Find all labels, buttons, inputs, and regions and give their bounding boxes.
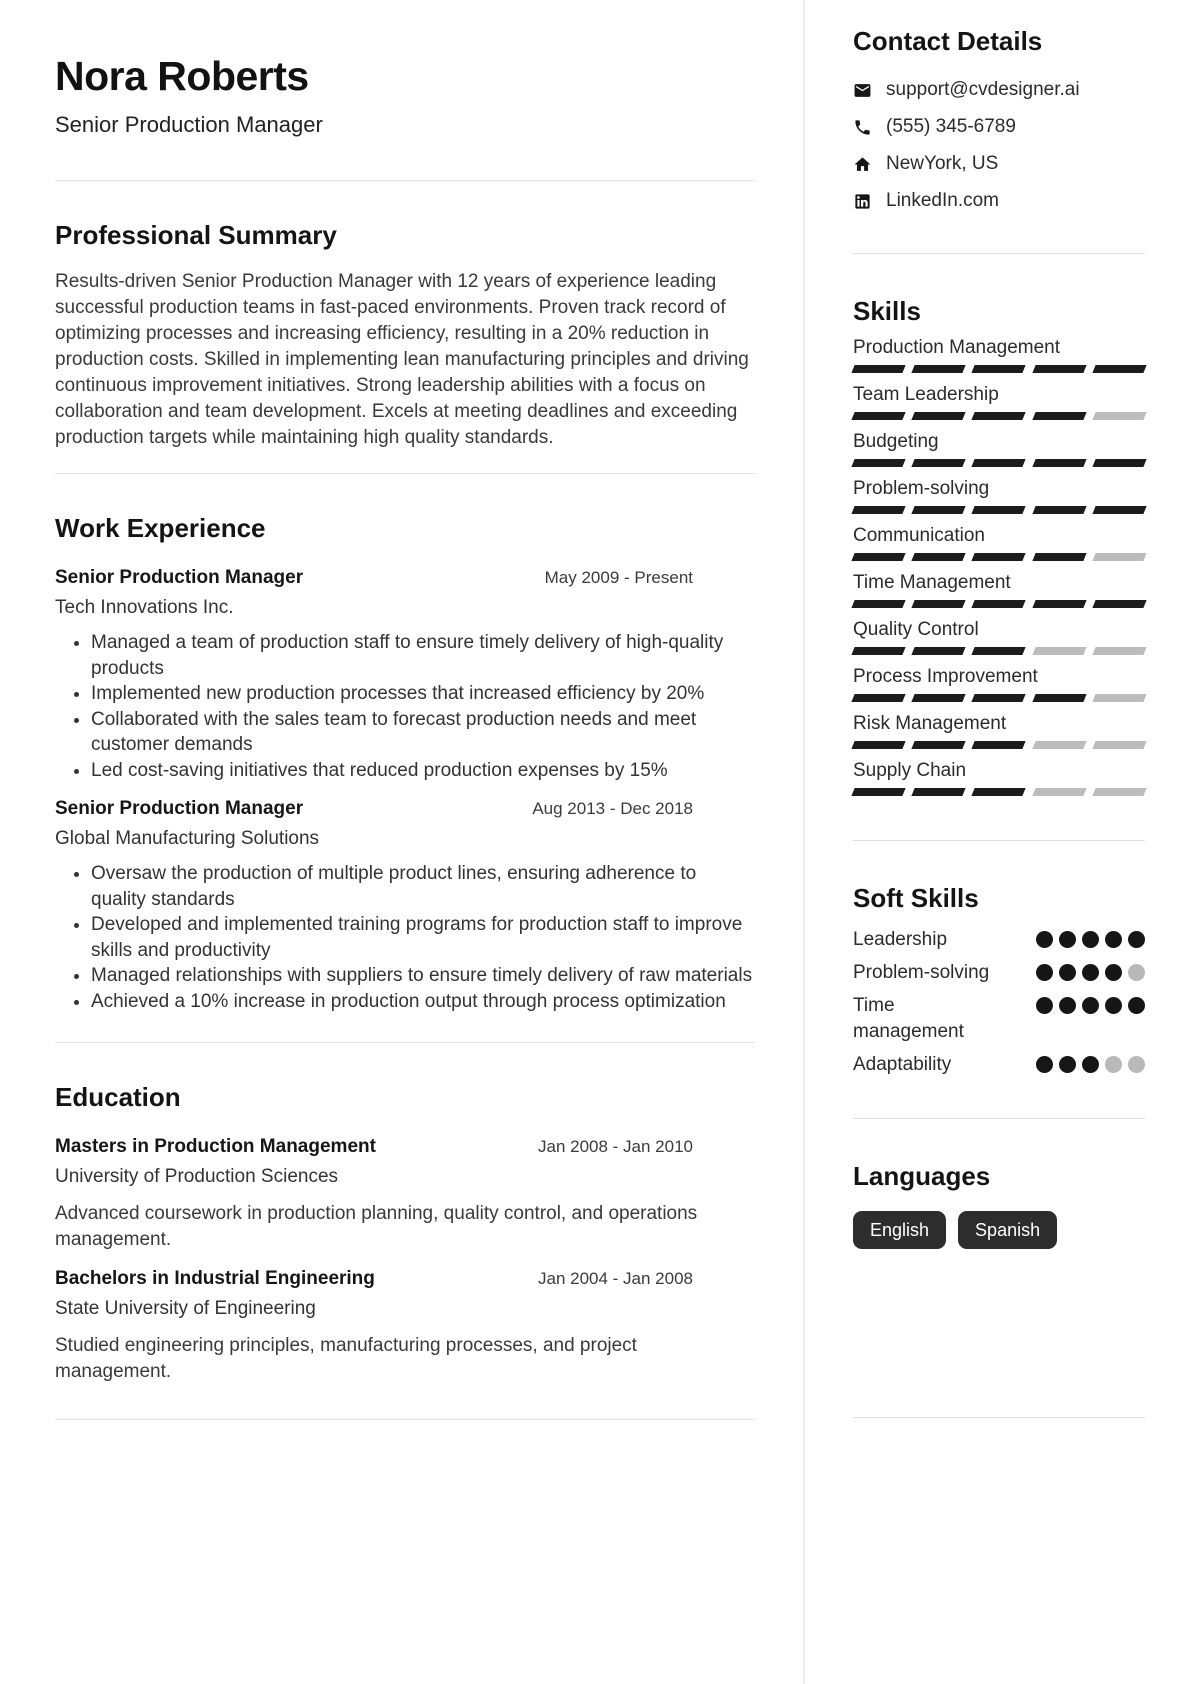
job-title: Senior Production Manager	[55, 798, 304, 819]
soft-skills-heading: Soft Skills	[853, 883, 979, 913]
divider	[55, 1042, 755, 1043]
degree-school: University of Production Sciences	[55, 1166, 339, 1187]
skill-name: Problem-solving	[853, 478, 990, 499]
education-heading: Education	[55, 1082, 181, 1112]
phone-icon	[853, 118, 872, 137]
skill-item	[853, 383, 1145, 420]
job-dates: Aug 2013 - Dec 2018	[532, 799, 693, 818]
job-company: Global Manufacturing Solutions	[55, 828, 320, 849]
divider	[853, 1118, 1145, 1119]
summary-heading: Professional Summary	[55, 220, 337, 250]
skill-bar	[853, 365, 1145, 373]
work-entry	[55, 566, 755, 783]
contact-linkedin-text: LinkedIn.com	[886, 190, 1000, 211]
job-bullet: • Managed relationships with suppliers to ensure timely delivery of raw materials	[91, 963, 755, 989]
job-bullet: • Oversaw the production of multiple product lines, ensuring adherence to quality standards	[91, 861, 755, 912]
skill-item	[853, 477, 1145, 514]
soft-skill-item	[853, 993, 1145, 1045]
skill-name: Risk Management	[853, 713, 1007, 734]
skill-bar	[853, 412, 1145, 420]
degree-title: Bachelors in Industrial Engineering	[55, 1268, 375, 1289]
degree-school: State University of Engineering	[55, 1298, 316, 1319]
skills-list	[853, 336, 1145, 796]
candidate-name: Nora Roberts	[55, 53, 309, 99]
skill-item	[853, 665, 1145, 702]
contact-email-text: support@cvdesigner.ai	[886, 79, 1080, 100]
soft-skill-name: Problem-solving	[853, 962, 990, 983]
soft-skill-item	[853, 927, 1145, 953]
job-company: Tech Innovations Inc.	[55, 597, 234, 618]
soft-skill-name: Adaptability	[853, 1054, 952, 1075]
language-tag: English	[853, 1211, 946, 1249]
skill-bar	[853, 694, 1145, 702]
sidebar	[803, 0, 1200, 1684]
skill-item	[853, 571, 1145, 608]
divider	[853, 253, 1145, 254]
email-icon	[853, 81, 872, 100]
work-entry-header	[55, 566, 755, 590]
job-bullet: • Developed and implemented training programs for production staff to improve skills and productivity	[91, 912, 755, 963]
job-bullet-list	[55, 630, 755, 783]
soft-skills-list	[853, 927, 1145, 1078]
skill-name: Budgeting	[853, 431, 939, 452]
education-entry-header	[55, 1135, 755, 1159]
work-heading: Work Experience	[55, 513, 266, 543]
languages-list	[853, 1211, 1145, 1249]
degree-description: Advanced coursework in production planning, quality control, and operations management.	[55, 1203, 698, 1250]
job-title: Senior Production Manager	[55, 567, 304, 588]
divider	[55, 473, 755, 474]
skill-bar	[853, 741, 1145, 749]
language-tag: Spanish	[958, 1211, 1057, 1249]
job-bullet-list	[55, 861, 755, 1014]
soft-skill-item	[853, 960, 1145, 986]
soft-skill-rating	[1036, 960, 1145, 981]
work-entry	[55, 797, 755, 1014]
education-entry-header	[55, 1267, 755, 1291]
job-bullet: • Achieved a 10% increase in production output through process optimization	[91, 989, 755, 1015]
skill-bar	[853, 600, 1145, 608]
skill-name: Communication	[853, 525, 985, 546]
skill-item	[853, 336, 1145, 373]
skill-name: Supply Chain	[853, 760, 967, 781]
candidate-title: Senior Production Manager	[55, 112, 323, 137]
skill-item	[853, 759, 1145, 796]
soft-skill-rating	[1036, 993, 1145, 1014]
job-bullet: • Implemented new production processes that increased efficiency by 20%	[91, 681, 755, 707]
degree-dates: Jan 2008 - Jan 2010	[537, 1137, 693, 1156]
skill-bar	[853, 553, 1145, 561]
skill-bar	[853, 647, 1145, 655]
soft-skill-rating	[1036, 1052, 1145, 1073]
work-entry-header	[55, 797, 755, 821]
skill-item	[853, 430, 1145, 467]
education-entry	[55, 1267, 755, 1385]
skill-item	[853, 524, 1145, 561]
job-bullet: • Collaborated with the sales team to forecast production needs and meet customer demands	[91, 707, 755, 758]
soft-skill-item	[853, 1052, 1145, 1078]
job-bullet: • Led cost-saving initiatives that reduced production expenses by 15%	[91, 758, 755, 784]
contact-item-email	[853, 78, 1145, 102]
summary-text: Results-driven Senior Production Manager with 12 years of experience leading successful production teams in fast-paced environments. Proven track record of optimizing processes and increasing efficiency, resulting in a 20% reduction in production costs. Skilled in implementing lean manufacturing principles and driving continuous improvement initiatives. Strong leadership abilities with a focus on collaboration and team development. Excels at meeting deadlines and exceeding production targets while maintaining high quality standards.	[55, 271, 749, 448]
divider	[853, 840, 1145, 841]
contact-item-phone	[853, 115, 1145, 139]
education-entry	[55, 1135, 755, 1253]
divider	[55, 180, 755, 181]
linkedin-icon	[853, 192, 872, 211]
skill-name: Production Management	[853, 337, 1061, 358]
soft-skill-rating	[1036, 927, 1145, 948]
degree-description: Studied engineering principles, manufacturing processes, and project management.	[55, 1335, 637, 1382]
skill-item	[853, 712, 1145, 749]
job-bullet: • Managed a team of production staff to ensure timely delivery of high-quality products	[91, 630, 755, 681]
skill-bar	[853, 788, 1145, 796]
contact-item-location	[853, 152, 1145, 176]
degree-title: Masters in Production Management	[55, 1136, 376, 1157]
languages-heading: Languages	[853, 1161, 991, 1191]
skill-bar	[853, 459, 1145, 467]
contact-heading: Contact Details	[853, 26, 1043, 56]
contact-phone-text: (555) 345-6789	[886, 116, 1016, 137]
skill-name: Quality Control	[853, 619, 979, 640]
divider	[55, 1419, 755, 1420]
contact-item-linkedin	[853, 189, 1145, 213]
skill-name: Team Leadership	[853, 384, 999, 405]
contact-list	[853, 78, 1145, 213]
skill-name: Process Improvement	[853, 666, 1038, 687]
skills-heading: Skills	[853, 296, 921, 326]
soft-skill-name: Leadership	[853, 929, 948, 950]
job-dates: May 2009 - Present	[544, 568, 693, 587]
skill-bar	[853, 506, 1145, 514]
contact-location-text: NewYork, US	[886, 153, 999, 174]
degree-dates: Jan 2004 - Jan 2008	[537, 1269, 693, 1288]
skill-name: Time Management	[853, 572, 1011, 593]
skill-item	[853, 618, 1145, 655]
home-icon	[853, 155, 872, 174]
soft-skill-name: Time management	[853, 995, 964, 1042]
divider	[853, 1417, 1145, 1418]
